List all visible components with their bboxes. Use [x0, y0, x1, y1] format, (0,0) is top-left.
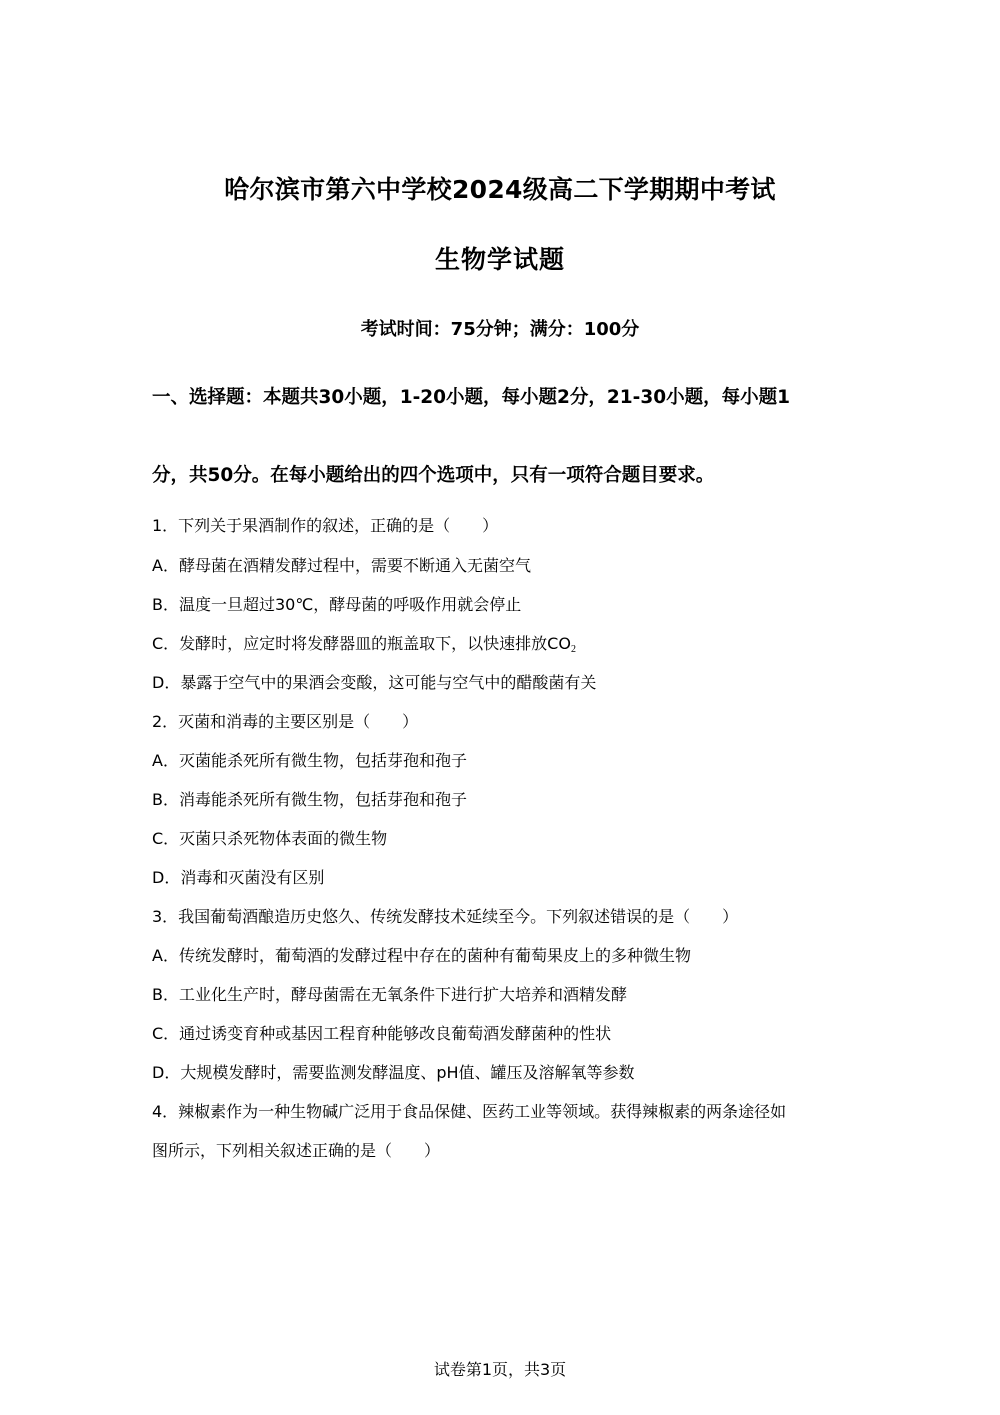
- question-1-option-b: B．温度一旦超过30℃，酵母菌的呼吸作用就会停止: [152, 595, 522, 614]
- subscript: 2: [570, 644, 576, 655]
- section-instruction-line-2: 分，共50分。在每小题给出的四个选项中，只有一项符合题目要求。: [152, 465, 715, 486]
- question-3-option-a: A．传统发酵时，葡萄酒的发酵过程中存在的菌种有葡萄果皮上的多种微生物: [152, 946, 691, 965]
- question-1-option-c: [152, 634, 576, 660]
- question-1-option-c-text: C．发酵时，应定时将发酵器皿的瓶盖取下，以快速排放CO: [152, 634, 571, 653]
- question-2-option-b: B．消毒能杀死所有微生物，包括芽孢和孢子: [152, 790, 467, 809]
- question-1-option-d: D．暴露于空气中的果酒会变酸，这可能与空气中的醋酸菌有关: [152, 673, 597, 692]
- question-1-option-a: A．酵母菌在酒精发酵过程中，需要不断通入无菌空气: [152, 556, 531, 575]
- question-4-stem-line-2: 图所示，下列相关叙述正确的是（ ）: [152, 1141, 441, 1160]
- subject-title: 生物学试题: [434, 245, 565, 274]
- exam-info: 考试时间：75分钟；满分：100分: [360, 319, 640, 340]
- question-3-stem: 3．我国葡萄酒酿造历史悠久、传统发酵技术延续至今。下列叙述错误的是（ ）: [152, 907, 739, 926]
- question-3-option-d: D．大规模发酵时，需要监测发酵温度、pH值、罐压及溶解氧等参数: [152, 1063, 635, 1082]
- question-2-option-a: A．灭菌能杀死所有微生物，包括芽孢和孢子: [152, 751, 467, 770]
- question-3-option-c: C．通过诱变育种或基因工程育种能够改良葡萄酒发酵菌种的性状: [152, 1024, 612, 1043]
- question-4-stem-line-1: 4．辣椒素作为一种生物碱广泛用于食品保健、医药工业等领域。获得辣椒素的两条途径如: [152, 1102, 787, 1121]
- question-1-stem: 1．下列关于果酒制作的叙述，正确的是（ ）: [152, 516, 499, 535]
- question-2-option-d: D．消毒和灭菌没有区别: [152, 868, 325, 887]
- question-2-stem: 2．灭菌和消毒的主要区别是（ ）: [152, 712, 419, 731]
- section-instruction-line-1: 一、选择题：本题共30小题，1-20小题，每小题2分，21-30小题，每小题1: [152, 387, 790, 408]
- exam-title: 哈尔滨市第六中学校2024级高二下学期期中考试: [224, 175, 776, 204]
- question-3-option-b: B．工业化生产时，酵母菌需在无氧条件下进行扩大培养和酒精发酵: [152, 985, 627, 1004]
- question-2-option-c: C．灭菌只杀死物体表面的微生物: [152, 829, 388, 848]
- page-footer: 试卷第1页，共3页: [433, 1360, 567, 1379]
